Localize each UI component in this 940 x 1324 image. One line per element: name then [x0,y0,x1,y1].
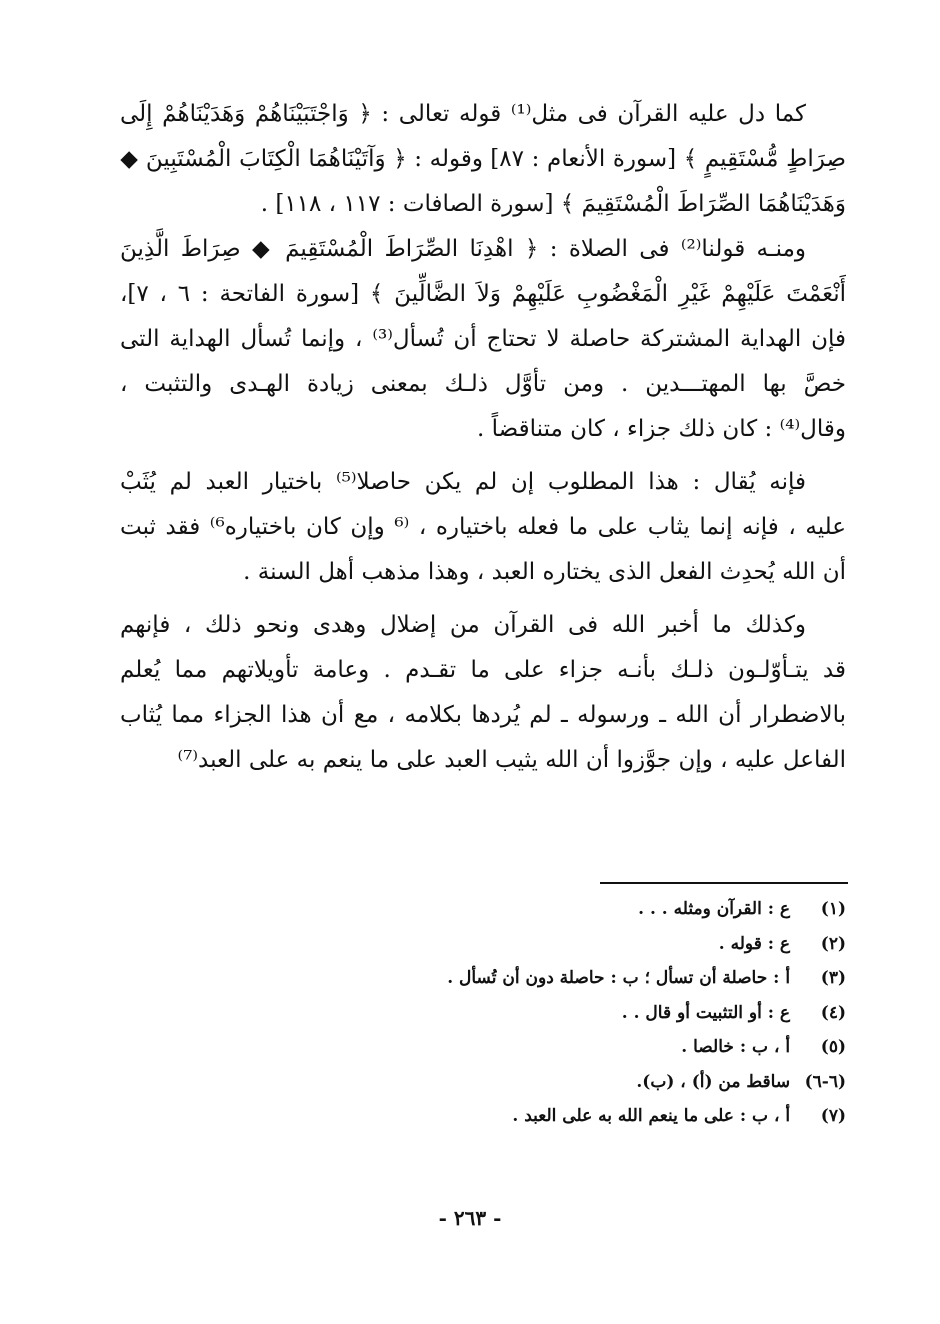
main-text [120,92,846,783]
text-line: وَهَدَيْنَاهُمَا الصِّرَاطَ الْمُسْتَقِيمَ ﴾ [سورة الصافات : ١١٧ ، ١١٨] . [260,191,846,217]
footnote-5 [300,1030,846,1065]
text-line: فإنه يُقال : هذا المطلوب إن لم يكن حاصلا⁽⁵⁾ باختيار العبد لم يُثَبْ [120,469,806,495]
footnote-text: ع : أو التثبيت أو قال . . [621,1002,791,1023]
paragraph-1 [120,92,846,227]
footnotes [300,892,846,1134]
text-line: وقال⁽⁴⁾ : كان ذلك جزاء ، كان متناقضاً . [477,416,846,442]
text-line: خصَّ بها المهتـــدين . ومن تأوَّل ذلـك بمعنى زيادة الهـدى والتثبت ، [120,371,846,397]
footnote-3 [300,961,846,996]
footnote-text: أ ، ب : خالصا . [681,1037,791,1057]
footnote-7 [300,1099,846,1134]
text-line: صِرَاطٍ مُّسْتَقِيمٍ ﴾ [سورة الأنعام : ٨٧] وقوله : ﴿ وَآتَيْنَاهُمَا الْكِتَابَ الْمُسْتَبِينَ ◆ [120,146,846,172]
footnote-1 [300,892,846,927]
text-line: كما دل عليه القرآن فى مثل⁽¹⁾ قوله تعالى : ﴿ وَاجْتَبَيْنَاهُمْ وَهَدَيْنَاهُمْ إِلَى [120,101,806,127]
text-line: بالاضطرار أن الله ـ ورسوله ـ لم يُردها بكلامه ، مع أن هذا الجزاء مما يُثاب [120,702,846,728]
footnote-divider [600,882,848,884]
footnote-number: (١) [820,899,846,919]
text-line: أن الله يُحدِث الفعل الذى يختاره العبد ، وهذا مذهب أهل السنة . [243,559,846,585]
paragraph-4 [120,603,846,783]
text-line: فإن الهداية المشتركة حاصلة لا تحتاج أن تُسأل⁽³⁾ ، وإنما تُسأل الهداية التى [120,326,846,352]
footnote-6 [300,1065,846,1100]
footnote-number: (٧) [820,1106,846,1126]
text-line: عليه ، فإنه إنما يثاب على ما فعله باختياره ، ⁽⁶ وإن كان باختياره⁶⁾ فقد ثبت [120,514,846,540]
text-line: أَنْعَمْتَ عَلَيْهِمْ غَيْرِ الْمَغْضُوبِ عَلَيْهِمْ وَلاَ الضَّالِّينَ ﴾ [سورة الفاتحة : ٦ ، ٧]، [120,281,846,307]
footnote-number: (٦-٦) [804,1071,846,1092]
footnote-4 [300,996,846,1031]
footnote-text: أ ، ب : على ما ينعم الله به على العبد . [512,1106,791,1126]
footnote-text: ساقط من (أ) ، (ب). [636,1071,791,1092]
text-line: ومنـه قولنا⁽²⁾ فى الصلاة : ﴿ اهْدِنَا الصِّرَاطَ الْمُسْتَقِيمَ ◆ صِرَاطَ الَّذِينَ [120,236,806,262]
footnote-2 [300,927,846,962]
footnote-text: ع : قوله . [718,933,791,954]
page-number: - ٢٦٣ - [438,1206,502,1230]
footnote-number: (٤) [820,1002,846,1023]
text-line: الفاعل عليه ، وإن جوَّزوا أن الله يثيب العبد على ما ينعم به على العبد⁽⁷⁾ [177,747,846,773]
text-line: وكذلك ما أخبر الله فى القرآن من إضلال وهدى ونحو ذلك ، فإنهم [120,612,806,638]
footnote-number: (٥) [820,1037,846,1057]
footnote-number: (٢) [820,933,846,954]
text-line: قد يتـأوّلـون ذلـك بأنـه جزاء على ما تقـدم . وعامة تأويلاتهم مما يُعلم [120,657,846,683]
paragraph-3 [120,460,846,595]
footnote-text: أ : حاصلة أن تسأل ؛ ب : حاصلة دون أن تُسأل . [447,968,791,988]
footnote-number: (٣) [820,968,846,988]
paragraph-2 [120,227,846,452]
footnote-text: ع : القرآن ومثله . . . [638,899,791,919]
